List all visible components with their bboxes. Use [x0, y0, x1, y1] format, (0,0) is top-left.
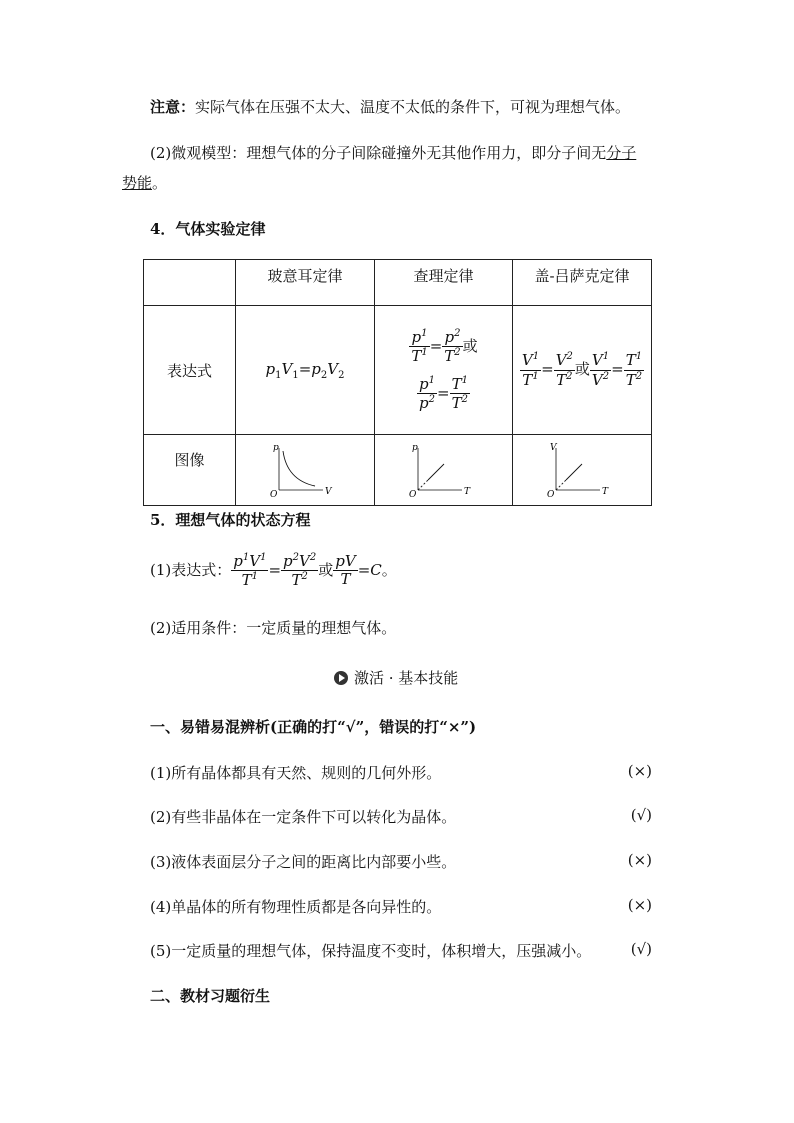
- part-1-title: 一、易错易混辨析(正确的打“√”，错误的打“×”): [150, 718, 477, 736]
- boyle-formula: $p_1V_1=p_2V_2$: [236, 306, 375, 435]
- list-item: (4)单晶体的所有物理性质都是各向异性的。 (×): [150, 896, 652, 916]
- part-2-title: 二、教材习题衍生: [150, 987, 271, 1005]
- list-item: (1)所有晶体都具有天然、规则的几何外形。 (×): [150, 762, 652, 782]
- gay-lussac-formula: $\frac{V^1}{T^1}$ = $\frac{V^2}{T^2}$ 或 $\frac{V^1}{V^2}$ = $\frac{T^1}{T^2}$: [513, 306, 652, 435]
- gay-lussac-graph-cell: [513, 435, 652, 506]
- svg-text:O: O: [270, 490, 278, 500]
- row-label-graph: 图像: [144, 435, 236, 506]
- section-4-title: 4．气体实验定律: [150, 220, 266, 238]
- gas-laws-table: [143, 259, 652, 506]
- charles-formula: [375, 306, 513, 435]
- header-charles: 查理定律: [375, 260, 513, 306]
- charles-formula-1: $\frac{p^1}{T^1}$ = $\frac{p^2}{T^2}$ 或: [411, 327, 478, 365]
- svg-text:V: V: [325, 487, 332, 497]
- charles-formula-2: $\frac{p^1}{p^2}$ = $\frac{T^1}{T^2}$: [419, 375, 468, 413]
- list-item: (3)液体表面层分子之间的距离比内部要小些。 (×): [150, 851, 652, 871]
- answer-mark: (√): [630, 940, 652, 958]
- answer-mark: (×): [627, 896, 652, 914]
- note-paragraph: [150, 96, 630, 117]
- equation-frac-2: $\frac{p^2V^2}{T^2}$: [283, 552, 317, 590]
- boyle-graph: [265, 442, 345, 500]
- equation-prefix: (1)表达式：: [150, 560, 232, 579]
- micro-model-text: (2)微观模型：理想气体的分子间除碰撞外无其他作用力，即分子间无: [150, 144, 607, 162]
- equation-frac-3: $\frac{pV}{T}$: [335, 552, 356, 589]
- note-label: 注意：: [150, 98, 196, 116]
- list-item: (5)一定质量的理想气体，保持温度不变时，体积增大，压强减小。 (√): [150, 940, 652, 960]
- micro-model-underlined-2: 势能: [122, 174, 153, 192]
- svg-text:V: V: [550, 443, 557, 453]
- condition-text: (2)适用条件：一定质量的理想气体。: [150, 619, 397, 637]
- svg-text:O: O: [547, 490, 555, 500]
- svg-text:p: p: [411, 443, 418, 453]
- answer-mark: (×): [627, 851, 652, 869]
- list-item: (2)有些非晶体在一定条件下可以转化为晶体。 (√): [150, 806, 652, 826]
- micro-model-line1: [150, 142, 636, 163]
- table-corner-cell: [144, 260, 236, 306]
- skills-header: [334, 667, 458, 688]
- equation-frac-1: $\frac{p^1V^1}{T^1}$: [233, 552, 267, 590]
- state-equation: (1)表达式： $\frac{p^1V^1}{T^1}$ = $\frac{p^2V^2}{T^2}$ 或 $\frac{pV}{T}$ =C。: [150, 552, 397, 590]
- svg-text:T: T: [463, 487, 470, 497]
- gay-lussac-graph: [542, 442, 622, 500]
- table-header-row: [144, 260, 652, 306]
- micro-model-line2: [122, 172, 167, 193]
- answer-mark: (√): [630, 806, 652, 824]
- micro-model-underlined-1: 分子: [606, 144, 637, 162]
- charles-graph-cell: [375, 435, 513, 506]
- micro-model-end: 。: [152, 174, 168, 192]
- svg-text:p: p: [273, 443, 279, 453]
- svg-text:T: T: [602, 487, 609, 497]
- header-boyle: 玻意耳定律: [236, 260, 375, 306]
- table-row-graph: [144, 435, 652, 506]
- note-text: 实际气体在压强不太大、温度不太低的条件下，可视为理想气体。: [195, 98, 631, 116]
- boyle-graph-cell: [236, 435, 375, 506]
- section-5-title: 5．理想气体的状态方程: [150, 511, 311, 529]
- row-label-expression: 表达式: [144, 306, 236, 435]
- skills-header-text: 激活 · 基本技能: [354, 669, 459, 687]
- table-row-expression: [144, 306, 652, 435]
- header-gay-lussac: 盖-吕萨克定律: [513, 260, 652, 306]
- answer-mark: (×): [627, 762, 652, 780]
- svg-text:O: O: [408, 490, 416, 500]
- charles-graph: [404, 442, 484, 500]
- play-circle-icon: [334, 671, 348, 685]
